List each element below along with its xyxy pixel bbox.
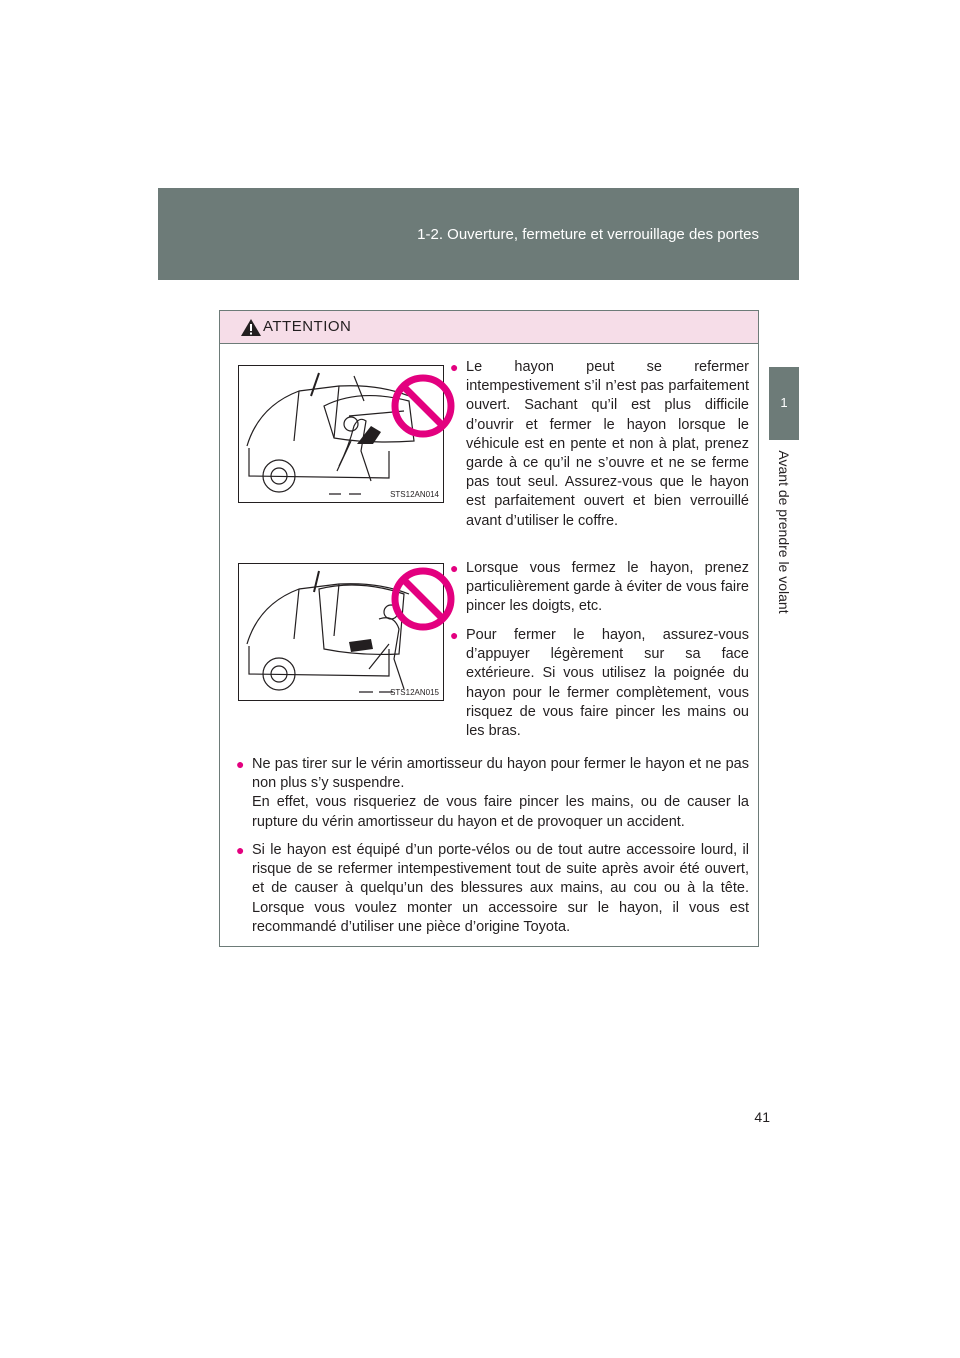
chapter-tab (769, 367, 799, 440)
bullet-icon: ● (236, 842, 245, 858)
warning-bullet (450, 559, 749, 617)
section-title: 1-2. Ouverture, fermeture et verrouillage des portes (417, 226, 759, 243)
section-header-band (158, 188, 799, 280)
warning-title: ATTENTION (263, 318, 352, 335)
warning-triangle-icon (240, 318, 262, 337)
page-number: 41 (754, 1109, 770, 1125)
bullet-icon: ● (450, 560, 459, 576)
chapter-number: 1 (780, 395, 788, 410)
warning-bullet (450, 626, 749, 741)
bullet-text: Pour fermer le hayon, assurez-vous d’appuyer légèrement sur sa face extérieure. Si vous utilisez la poignée du hayon pour le fermer complètement, vous risquez de vous faire pincer les mains ou les bras. (466, 627, 749, 740)
bullet-text: Si le hayon est équipé d’un porte-vélos ou de tout autre accessoire lourd, il risque de se refermer intempestivement tout de suite après avoir été ouvert, et de causer à quelqu’un des blessures aux mains, au cou ou à la tête. Lorsque vous voulez monter un accessoire sur le hayon, il vous est recommandé d’utiliser une pièce d’origine Toyota. (252, 842, 749, 935)
bullet-text: Ne pas tirer sur le vérin amortisseur du hayon pour fermer le hayon et ne pas non plus s’y suspendre. (252, 756, 749, 792)
warning-bullet (236, 755, 749, 832)
no-entry-sign-icon (390, 566, 456, 632)
bullet-icon: ● (450, 627, 459, 643)
bullet-icon: ● (236, 756, 245, 772)
illustration-code: STS12AN014 (390, 490, 439, 499)
warning-bullet (450, 358, 749, 531)
no-entry-sign-icon (390, 373, 456, 439)
bullet-text: Lorsque vous fermez le hayon, prenez particulièrement garde à éviter de vous faire pincer les doigts, etc. (466, 560, 749, 615)
warning-box (219, 310, 759, 947)
warning-header (220, 311, 758, 344)
warning-bullet (236, 841, 749, 937)
bullet-icon: ● (450, 359, 459, 375)
bullet-text: En effet, vous risqueriez de vous faire pincer les mains, ou de causer la rupture du vérin amortisseur du hayon et de provoquer un accident. (252, 794, 749, 830)
bullet-text: Le hayon peut se refermer intempestivement s’il n’est pas parfaitement ouvert. Sachant qu’il est plus difficile d’ouvrir et fermer le hayon lorsque le véhicule est en pente et non à plat, prenez garde à ce qu’il ne s’ouvre et ne se ferme pas tout seul. Assurez-vous que le hayon est parfaitement ouvert et bien verrouillé avant d’utiliser le coffre. (466, 359, 749, 529)
chapter-label: Avant de prendre le volant (776, 450, 792, 614)
illustration-code: STS12AN015 (390, 688, 439, 697)
